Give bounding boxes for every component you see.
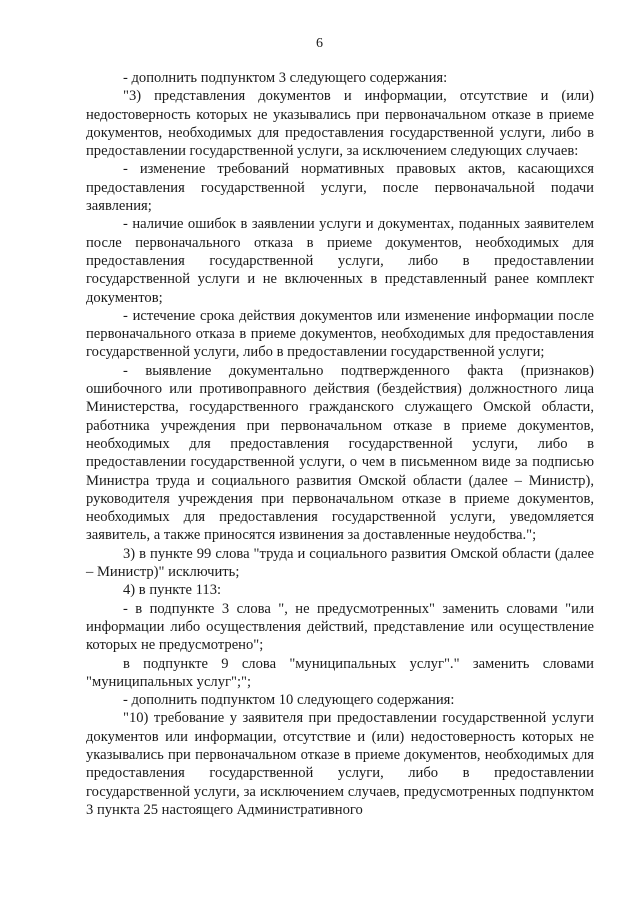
- paragraph-subpoint-3-replace: - в подпункте 3 слова ", не предусмотренных" заменить словами "или информации либо осуществления действий, представление или осуществление которых не предусмотрено";: [86, 600, 594, 654]
- page-number: 6: [316, 36, 323, 51]
- paragraph-add-subpoint-3: - дополнить подпунктом 3 следующего содержания:: [123, 70, 448, 86]
- paragraph-case-requirements-change: - изменение требований нормативных правовых актов, касающихся предоставления государственной услуги, после первоначальной подачи заявления;: [86, 161, 594, 215]
- paragraph-case-errors: - наличие ошибок в заявлении услуги и документах, поданных заявителем после первоначального отказа в приеме документов, необходимых для предоставления государственной услуги, либо в предоставлении государственной услуги и не включенных в представленный ранее комплект документов;: [86, 216, 594, 306]
- paragraph-case-expiry: - истечение срока действия документов или изменение информации после первоначального отказа в приеме документов, необходимых для предоставления государственной услуги, либо в предоставлении государственной услуги;: [86, 307, 594, 361]
- paragraph-case-misconduct: - выявление документально подтвержденного факта (признаков) ошибочного или противоправного действия (бездействия) должностного лица Министерства, государственного гражданского служащего Омской области, работника учреждения при первоначальном отказе в приеме документов, необходимых для предоставления государственной услуги, либо в предоставлении государственной услуги, о чем в письменном виде за подписью Министра труда и социального развития Омской области (далее – Министр), руководителя учреждения при первоначальном отказе в приеме документов, необходимых для предоставления государственной услуги, уведомляется заявитель, а также приносятся извинения за доставленные неудобства.";: [86, 362, 594, 544]
- paragraph-point-113: 4) в пункте 113:: [123, 582, 222, 599]
- paragraph-point-99: 3) в пункте 99 слова "труда и социального развития Омской области (далее – Министр)" исключить;: [86, 545, 594, 581]
- paragraph-add-subpoint-10: - дополнить подпунктом 10 следующего содержания:: [123, 692, 455, 709]
- paragraph-subpoint-9-replace: в подпункте 9 слова "муниципальных услуг"." заменить словами "муниципальных услуг";";: [86, 655, 594, 690]
- document-body: [86, 69, 594, 819]
- paragraph-subpoint-10-text: "10) требование у заявителя при предоставлении государственной услуги документов или информации, отсутствие и (или) недостоверность которых не указывались при первоначальном отказе в приеме документов, необходимых для предоставления государственной услуги, либо в предоставлении государственной услуги, за исключением случаев, предусмотренных подпунктом 3 пункта 25 настоящего Административного: [86, 710, 594, 818]
- paragraph-subpoint-3-text: "3) представления документов и информации, отсутствие и (или) недостоверность которых не указывались при первоначальном отказе в приеме документов, необходимых для предоставления государственной услуги, либо в предоставлении государственной услуги, за исключением следующих случаев:: [86, 88, 594, 160]
